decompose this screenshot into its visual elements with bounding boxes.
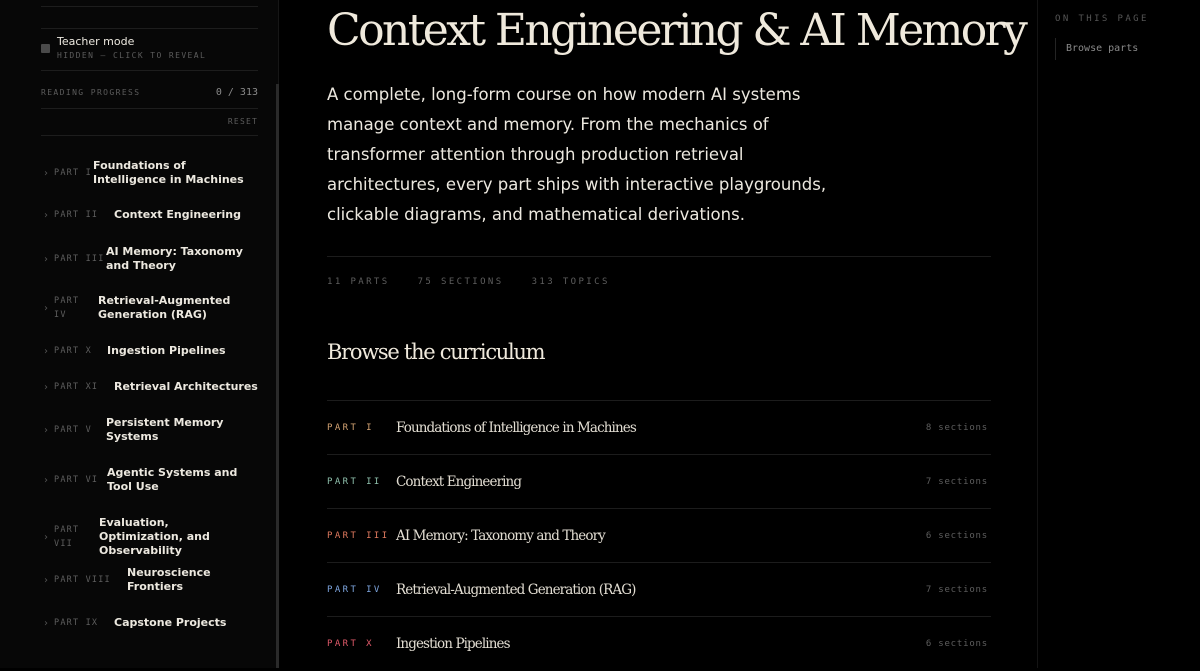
curriculum-row-title: Ingestion Pipelines [396, 636, 510, 652]
curriculum-row-part: PART I [327, 423, 374, 433]
sidebar-item-part: PART II [54, 210, 99, 220]
sidebar-item-label: AI Memory: Taxonomy and Theory [106, 245, 243, 272]
browse-curriculum-heading: Browse the curriculum [327, 340, 545, 364]
curriculum-row-part: PART X [327, 639, 374, 649]
curriculum-row-title: AI Memory: Taxonomy and Theory [396, 528, 605, 544]
sidebar-item-label: Evaluation, Optimization, and Observability [99, 516, 210, 557]
sidebar-item-part-ii[interactable] [44, 208, 264, 222]
sidebar-item-part: PART V [54, 425, 92, 435]
sidebar-item-part: PART IX [54, 618, 99, 628]
sidebar-item-part: PART III [54, 254, 105, 264]
sidebar-item-part: PART VII [54, 525, 80, 549]
sidebar-item-part-v[interactable] [44, 416, 264, 444]
course-stats [327, 277, 610, 287]
intro-paragraph: A complete, long-form course on how modern AI systems manage context and memory. From the mechanics of transformer attention through production retrieval architectures, every part ships with interactive playgrounds, clickable diagrams, and mathematical derivations. [327, 85, 827, 224]
curriculum-row-part: PART III [327, 531, 390, 541]
curriculum-row-part-i[interactable] [327, 400, 991, 455]
sidebar-item-part-ix[interactable] [44, 616, 264, 630]
curriculum-row-part-iii[interactable] [327, 508, 991, 563]
sidebar-item-part: PART X [54, 346, 92, 356]
divider [41, 28, 258, 29]
teacher-mode-label: Teacher mode [57, 35, 135, 48]
chevron-right-icon: › [44, 167, 48, 179]
sidebar-item-part-iv[interactable] [44, 294, 264, 322]
page-title: Context Engineering & AI Memory [327, 5, 1026, 56]
sidebar-item-label: Persistent Memory Systems [106, 416, 224, 443]
teacher-mode-status: HIDDEN — CLICK TO REVEAL [57, 51, 207, 60]
stat-sections: 75 SECTIONS [417, 277, 504, 287]
chevron-right-icon: › [44, 474, 48, 486]
toc-link-browse-parts[interactable]: Browse parts [1055, 38, 1138, 60]
curriculum-row-sections: 8 sections [925, 423, 988, 433]
checkbox-icon[interactable] [41, 44, 50, 53]
sidebar-item-label: Retrieval-Augmented Generation (RAG) [98, 294, 231, 321]
sidebar-item-part-vi[interactable] [44, 466, 264, 494]
sidebar-item-part: PART VI [54, 475, 99, 485]
curriculum-row-title: Retrieval-Augmented Generation (RAG) [396, 582, 636, 598]
reading-progress-label: READING PROGRESS [41, 88, 141, 97]
sidebar-item-label: Context Engineering [114, 208, 242, 221]
divider [327, 256, 991, 257]
chevron-right-icon: › [44, 253, 48, 265]
stat-parts: 11 PARTS [327, 277, 390, 287]
curriculum-row-sections: 7 sections [925, 585, 988, 595]
curriculum-row-part-ii[interactable] [327, 454, 991, 509]
sidebar-item-part: PART XI [54, 382, 99, 392]
chevron-right-icon: › [44, 345, 48, 357]
stat-topics: 313 TOPICS [531, 277, 610, 287]
on-this-page-panel [1037, 0, 1200, 668]
chevron-right-icon: › [44, 574, 48, 586]
curriculum-row-sections: 6 sections [925, 639, 988, 649]
sidebar-item-label: Neuroscience Frontiers [127, 566, 211, 593]
curriculum-row-sections: 6 sections [925, 531, 988, 541]
chevron-right-icon: › [44, 381, 48, 393]
sidebar-item-part-i[interactable] [44, 159, 264, 187]
sidebar-item-part-viii[interactable] [44, 566, 264, 594]
sidebar-item-part-iii[interactable] [44, 245, 264, 273]
chevron-right-icon: › [44, 302, 48, 314]
progress-bar [41, 108, 258, 109]
curriculum-row-part-x[interactable] [327, 616, 991, 671]
on-this-page-label: ON THIS PAGE [1055, 14, 1149, 24]
sidebar-item-label: Retrieval Architectures [114, 380, 258, 393]
curriculum-row-sections: 7 sections [925, 477, 988, 487]
chevron-right-icon: › [44, 617, 48, 629]
sidebar-item-label: Ingestion Pipelines [107, 344, 226, 357]
sidebar-item-part: PART VIII [54, 575, 111, 585]
chevron-right-icon: › [44, 209, 48, 221]
sidebar-item-label: Foundations of Intelligence in Machines [93, 159, 244, 186]
sidebar-item-label: Agentic Systems and Tool Use [107, 466, 238, 493]
sidebar-item-part-x[interactable] [44, 344, 264, 358]
chevron-right-icon: › [44, 531, 48, 543]
curriculum-row-title: Foundations of Intelligence in Machines [396, 420, 636, 436]
chevron-right-icon: › [44, 424, 48, 436]
sidebar [0, 0, 279, 668]
curriculum-row-part: PART IV [327, 585, 382, 595]
sidebar-item-label: Capstone Projects [114, 616, 227, 629]
curriculum-row-title: Context Engineering [396, 474, 522, 490]
reading-progress-count: 0 / 313 [215, 87, 258, 98]
sidebar-item-part-xi[interactable] [44, 380, 264, 394]
sidebar-item-part: PART IV [54, 296, 80, 320]
divider [41, 70, 258, 71]
curriculum-row-part-iv[interactable] [327, 562, 991, 617]
sidebar-item-part: PART I [54, 168, 92, 178]
sidebar-item-part-vii[interactable] [44, 516, 264, 558]
reset-button[interactable]: RESET [227, 117, 258, 126]
divider [41, 135, 258, 136]
divider [41, 6, 258, 7]
sidebar-scrollbar[interactable] [276, 84, 279, 668]
curriculum-row-part: PART II [327, 477, 382, 487]
